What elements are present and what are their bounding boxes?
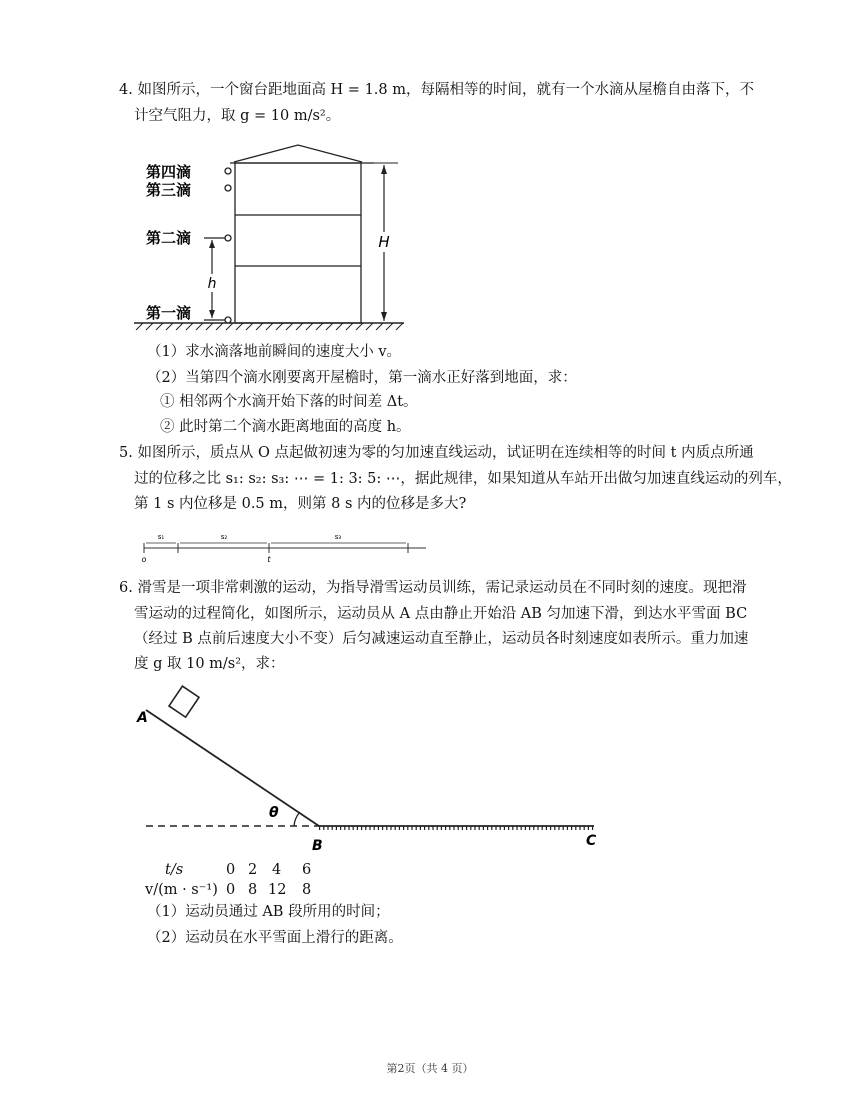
table-t-0: 0 [226, 862, 236, 878]
q6-line-1: 6. 滑雪是一项非常刺激的运动，为指导滑雪运动员训练，需记录运动员在不同时刻的速度。现把滑 [119, 580, 747, 596]
q5-line-1: 5. 如图所示，质点从 O 点起做初速为零的匀加速直线运动，试证明在连续相等的时间 t 内质点所通 [119, 445, 754, 461]
table-v-2: 12 [268, 882, 287, 898]
table-t-2: 4 [272, 862, 282, 878]
q4-sub-4: ② 此时第二个滴水距离地面的高度 h。 [160, 419, 411, 435]
table-v-3: 8 [302, 882, 312, 898]
q4-sub-3: ① 相邻两个水滴开始下落的时间差 Δt。 [160, 394, 418, 410]
q4-line-1: 4. 如图所示，一个窗台距地面高 H = 1.8 m，每隔相等的时间，就有一个水滴从屋檐自由落下，不 [119, 82, 754, 98]
label-A: A [137, 710, 148, 726]
table-v-label: v/(m · s⁻¹) [145, 882, 218, 898]
q6-line-3: （经过 B 点前后速度大小不变）后匀减速运动直至静止，运动员各时刻速度如表所示。重力加速 [134, 631, 749, 647]
q6-line-2: 雪运动的过程简化，如图所示，运动员从 A 点由静止开始沿 AB 匀加速下滑，到达水平雪面 BC [134, 606, 748, 622]
label-drop1: 第一滴 [146, 304, 192, 322]
q6-ski-slope-figure [134, 680, 614, 860]
q4-building-figure [134, 140, 414, 340]
table-v-0: 0 [226, 882, 236, 898]
q4-sub-2: （2）当第四个滴水刚要离开屋檐时，第一滴水正好落到地面，求： [147, 370, 577, 386]
q6-line-4: 度 g 取 10 m/s²，求： [134, 656, 285, 672]
q5-line-2: 过的位移之比 s₁: s₂: s₃: ⋯ = 1: 3: 5: ⋯，据此规律，如果知道从车站开出做匀加速直线运动的列车， [134, 471, 792, 487]
label-o: o [141, 555, 147, 564]
label-drop2: 第二滴 [146, 229, 192, 247]
label-H: H [378, 233, 390, 251]
q4-line-2: 计空气阻力，取 g = 10 m/s²。 [134, 108, 341, 124]
label-drop4: 第四滴 [146, 163, 192, 181]
q5-line-3: 第 1 s 内位移是 0.5 m，则第 8 s 内的位移是多大? [134, 496, 467, 512]
label-B: B [312, 838, 323, 854]
q6-sub-2: （2）运动员在水平雪面上滑行的距离。 [147, 930, 403, 946]
page-footer: 第2页（共 4 页） [386, 1062, 474, 1075]
table-t-1: 2 [248, 862, 258, 878]
q6-sub-1: （1）运动员通过 AB 段所用的时间； [147, 904, 390, 920]
q4-sub-1: （1）求水滴落地前瞬间的速度大小 v。 [147, 344, 402, 360]
label-C: C [586, 833, 597, 849]
label-s2: s₂ [220, 533, 228, 541]
table-t-label: t/s [165, 862, 184, 878]
label-theta: θ [269, 805, 279, 821]
table-t-3: 6 [302, 862, 312, 878]
label-t: t [267, 555, 271, 564]
label-s3: s₃ [334, 533, 342, 541]
label-drop3: 第三滴 [146, 181, 192, 199]
q5-displacement-figure [140, 526, 440, 566]
label-s1: s₁ [157, 533, 165, 541]
label-h: h [207, 276, 217, 292]
speed-table [0, 860, 860, 904]
table-v-1: 8 [248, 882, 258, 898]
